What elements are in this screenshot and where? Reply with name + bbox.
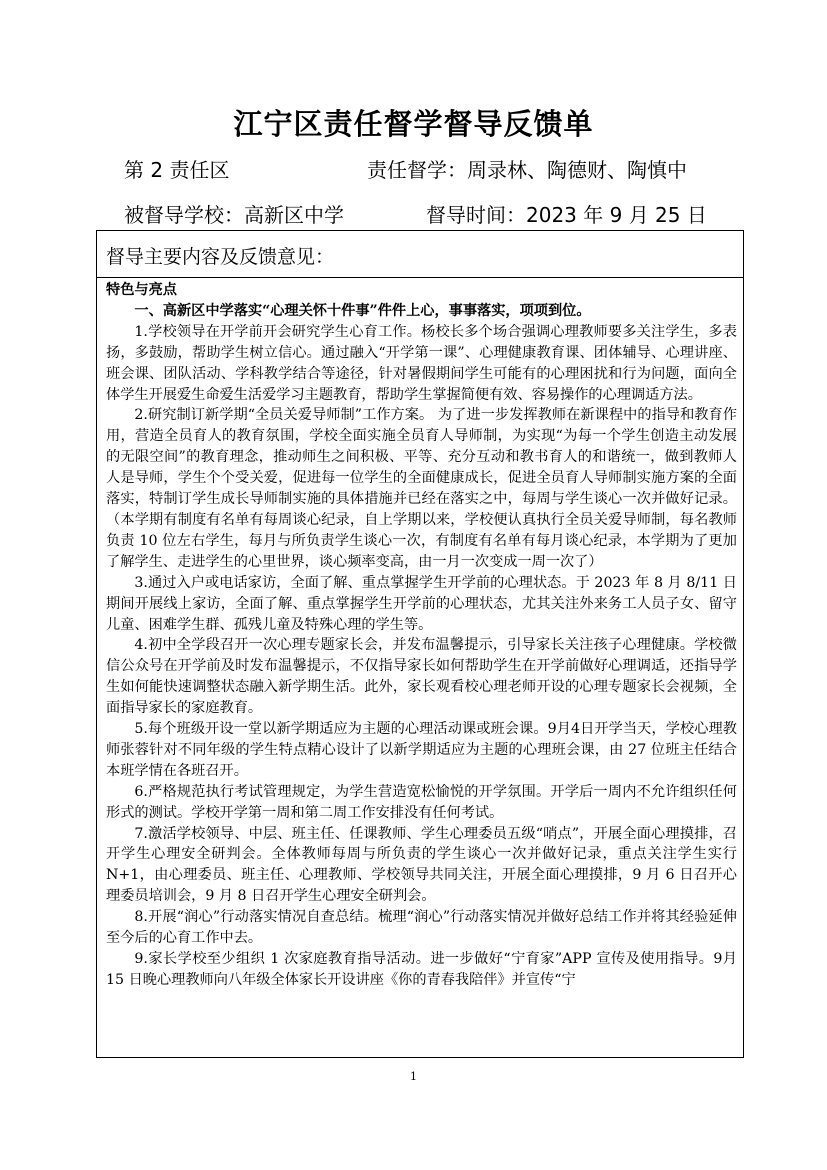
- paragraph: 9.家长学校至少组织 1 次家庭教育指导活动。进一步做好“宁育家”APP 宣传及使用指导。9月 15 日晚心理教师向八年级全体家长开设讲座《你的青春我陪伴》并宣传“宁: [106, 951, 737, 988]
- paragraph: 3.通过入户或电话家访，全面了解、重点掌握学生开学前的心理状态。于 2023 年 8 月 8/11 日期间开展线上家访，全面了解、重点掌握学生开学前的心理状态，尤其关注外来务工人员子女、留守儿童、困难学生群、孤残儿童及特殊心理的学生等。: [106, 574, 737, 633]
- supervisors-label: 责任督学：周录林、陶德财、陶慎中: [367, 158, 687, 182]
- paragraph: 4.初中全学段召开一次心理专题家长会，并发布温馨提示，引导家长关注孩子心理健康。学校微信公众号在开学前及时发布温馨提示，不仅指导家长如何帮助学生在开学前做好心理调适，还指导学生如何能快速调整状态融入新学期生活。此外，家长观看校心理老师开设的心理专题家长会视频，全面指导家长的家庭教育。: [106, 637, 737, 717]
- feedback-content: [97, 278, 743, 991]
- feedback-box: [96, 230, 744, 1058]
- paragraph: 2.研究制订新学期“全员关爱导师制”工作方案。 为了进一步发挥教师在新课程中的指导和教育作用，营造全员育人的教育氛围，学校全面实施全员育人导师制，为实现“为每一个学生创造主动发展的无限空间”的教育理念，推动师生之间积极、平等、充分互动和教书育人的和谐统一，做到教师人人是导师，学生个个受关爱，促进每一位学生的全面健康成长，促进全员育人导师制实施方案的全面落实，特制订学生成长导师制实施的具体措施并已经在落实之中，每周与学生谈心一次并做好记录。（本学期有制度有名单有每周谈心纪录，自上学期以来，学校便认真执行全员关爱导师制，每名教师负责 10 位左右学生，每月与所负责学生谈心一次，有制度有名单有每月谈心纪录，本学期为了更加了解学生、走进学生的心里世界，谈心频率变高，由一月一次变成一周一次了）: [106, 407, 737, 570]
- paragraph: 1.学校领导在开学前开会研究学生心育工作。杨校长多个场合强调心理教师要多关注学生，多表扬，多鼓励，帮助学生树立信心。通过融入“开学第一课”、心理健康教育课、团体辅导、心理讲座、班会课、团队活动、学科教学结合等途径，针对暑假期间学生可能有的心理困扰和行为问题，面向全体学生开展爱生命爱生活爱学习主题教育，帮助学生掌握简便有效、容易操作的心理调适方法。: [106, 323, 737, 403]
- date-label: 督导时间：2023 年 9 月 25 日: [426, 203, 707, 227]
- document-title: 江宁区责任督学督导反馈单: [233, 107, 594, 141]
- box-heading: 督导主要内容及反馈意见：: [97, 231, 743, 278]
- zone-label: 第 2 责任区: [124, 158, 230, 182]
- paragraph: 7.激活学校领导、中层、班主任、任课教师、学生心理委员五级“哨点”，开展全面心理摸排，召开学生心理安全研判会。全体教师每周与所负责的学生谈心一次并做好记录，重点关注学生实行 N+1，由心理委员、班主任、心理教师、学校领导共同关注，开展全面心理摸排，9 月 6 日召开心理委员培训会，9 月 8 日召开学生心理安全研判会。: [106, 825, 737, 905]
- school-label: 被督导学校：高新区中学: [124, 203, 344, 227]
- paragraph: 8.开展“润心”行动落实情况自查总结。梳理“润心”行动落实情况并做好总结工作并将其经验延伸至今后的心育工作中去。: [106, 909, 737, 947]
- paragraph: 5.每个班级开设一堂以新学期适应为主题的心理活动课或班会课。9月4日开学当天，学校心理教师张蓉针对不同年级的学生特点精心设计了以新学期适应为主题的心理班会课，由 27 位班主任结合本班学情在各班召开。: [106, 721, 737, 779]
- paragraph: 6.严格规范执行考试管理规定，为学生营造宽松愉悦的开学氛围。开学后一周内不允许组织任何形式的测试。学校开学第一周和第二周工作安排没有任何考试。: [106, 783, 737, 821]
- page-number: 1: [410, 1070, 417, 1083]
- lead-paragraph: 一、高新区中学落实“心理关怀十件事”件件上心，事事落实，项项到位。: [134, 302, 591, 319]
- section-title: 特色与亮点: [106, 282, 177, 298]
